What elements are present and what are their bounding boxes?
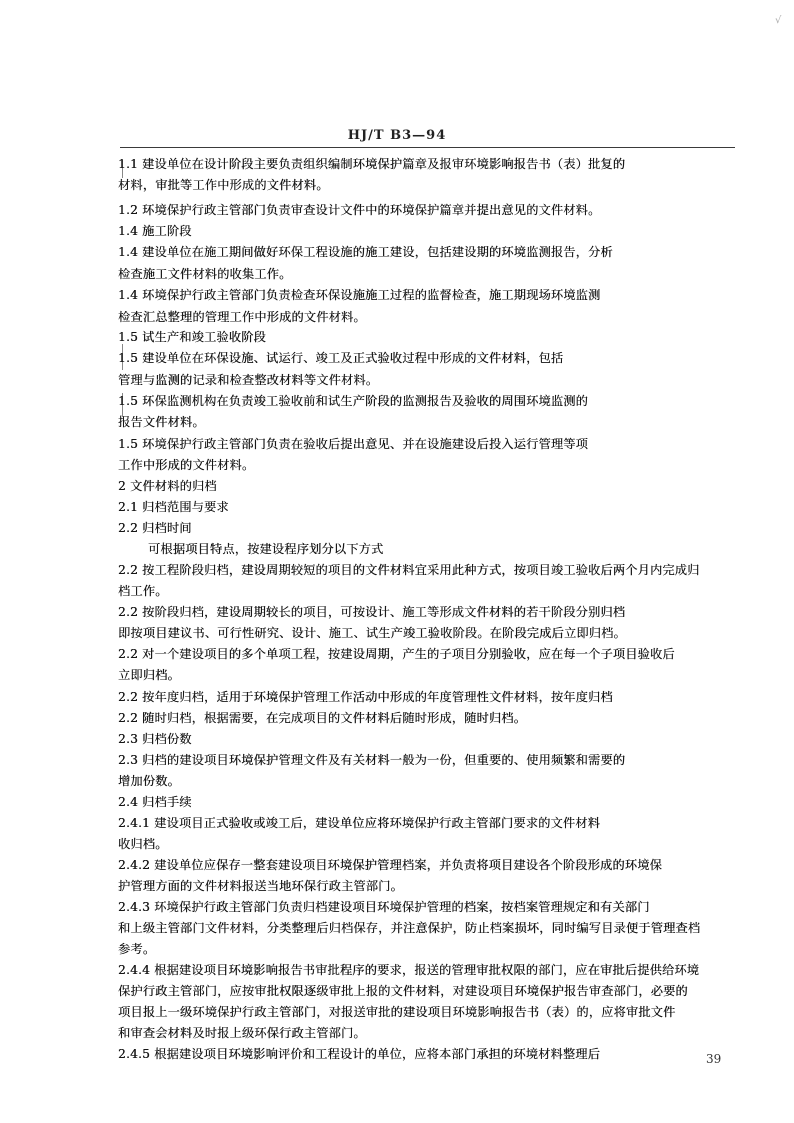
- text-line: 2.3 归档份数: [118, 732, 192, 746]
- text-line: 1.4 施工阶段: [118, 224, 192, 238]
- text-line: 2.2 归档时间: [118, 521, 192, 535]
- text-line: 1.5 建设单位在环保设施、试运行、竣工及正式验收过程中形成的文件材料，包括: [118, 351, 564, 365]
- page-header: HJ/T B3—94: [347, 128, 447, 143]
- text-line: 2.2 随时归档，根据需要，在完成项目的文件材料后随时形成，随时归档。: [118, 711, 527, 725]
- text-line: 护管理方面的文件材料报送当地环保行政主管部门。: [118, 879, 403, 893]
- text-line: 工作中形成的文件材料。: [118, 458, 255, 472]
- text-line: 保护行政主管部门，应按审批权限逐级审批上报的文件材料，对建设项目环境保护报告审查部门，必要的: [118, 984, 688, 998]
- text-line: 2.2 按年度归档，适用于环境保护管理工作活动中形成的年度管理性文件材料，按年度归档: [118, 690, 613, 704]
- page-number: 39: [706, 1052, 722, 1066]
- text-line: 立即归档。: [118, 668, 180, 682]
- text-line: 1.2 环境保护行政主管部门负责审查设计文件中的环境保护篇章并提出意见的文件材料。: [118, 203, 601, 217]
- text-line: 管理与监测的记录和检查整改材料等文件材料。: [118, 373, 379, 387]
- text-line: 参考。: [118, 942, 156, 956]
- text-line: 2.2 按阶段归档，建设周期较长的项目，可按设计、施工等形成文件材料的若干阶段分别归档: [118, 605, 626, 619]
- text-line: 1.5 环保监测机构在负责竣工验收前和试生产阶段的监测报告及验收的周围环境监测的: [118, 394, 589, 408]
- text-line: 2.4.3 环境保护行政主管部门负责归档建设项目环境保护管理的档案，按档案管理规定和有关部门: [118, 900, 650, 914]
- text-line: 2.1 归档范围与要求: [118, 500, 229, 514]
- text-line: 即按项目建议书、可行性研究、设计、施工、试生产竣工验收阶段。在阶段完成后立即归档。: [118, 626, 626, 640]
- text-line: 1.5 试生产和竣工验收阶段: [118, 330, 266, 344]
- text-line: 和上级主管部门文件材料，分类整理后归档保存，并注意保护，防止档案损坏，同时编写目录便于管理查档: [118, 921, 701, 935]
- text-line: 2.4.2 建设单位应保存一整套建设项目环境保护管理档案，并负责将项目建设各个阶段形成的环境保: [118, 858, 662, 872]
- text-line: 2.2 对一个建设项目的多个单项工程，按建设周期，产生的子项目分别验收，应在每一个子项目验收后: [118, 647, 675, 661]
- text-line: 可根据项目特点，按建设程序划分以下方式: [148, 542, 384, 556]
- text-line: 检查施工文件材料的收集工作。: [118, 267, 292, 281]
- text-line: 项目报上一级环境保护行政主管部门，对报送审批的建设项目环境影响报告书（表）的，应将审批文件: [118, 1005, 676, 1019]
- text-line: 增加份数。: [118, 774, 180, 788]
- text-line: 2.2 按工程阶段归档，建设周期较短的项目的文件材料宜采用此种方式，按项目竣工验收后两个月内完成归: [118, 563, 700, 577]
- text-line: 和审查会材料及时报上级环保行政主管部门。: [118, 1026, 366, 1040]
- text-line: 2.4.1 建设项目正式验收或竣工后，建设单位应将环境保护行政主管部门要求的文件材料: [118, 816, 601, 830]
- text-line: 1.5 环境保护行政主管部门负责在验收后提出意见、并在设施建设后投入运行管理等项: [118, 437, 589, 451]
- text-line: 档工作。: [118, 584, 168, 598]
- text-line: 检查汇总整理的管理工作中形成的文件材料。: [118, 310, 366, 324]
- corner-mark: √: [775, 15, 782, 26]
- text-line: 2.4 归档手续: [118, 795, 192, 809]
- text-line: 2 文件材料的归档: [118, 479, 217, 493]
- text-line: 2.3 归档的建设项目环境保护管理文件及有关材料一般为一份，但重要的、使用频繁和需要的: [118, 753, 626, 767]
- text-line: 1.4 环境保护行政主管部门负责检查环保设施施工过程的监督检查，施工期现场环境监测: [118, 288, 601, 302]
- text-line: 材料，审批等工作中形成的文件材料。: [118, 178, 329, 192]
- text-line: 收归档。: [118, 837, 168, 851]
- text-line: 报告文件材料。: [118, 415, 205, 429]
- text-line: 2.4.5 根据建设项目环境影响评价和工程设计的单位，应将本部门承担的环境材料整理后: [118, 1047, 601, 1061]
- text-line: 2.4.4 根据建设项目环境影响报告书审批程序的要求，报送的管理审批权限的部门，应在审批后提供给环境: [118, 963, 700, 977]
- header-rule: [120, 147, 735, 148]
- text-line: 1.4 建设单位在施工期间做好环保工程设施的施工建设，包括建设期的环境监测报告，分析: [118, 245, 613, 259]
- text-line: 1.1 建设单位在设计阶段主要负责组织编制环境保护篇章及报审环境影响报告书（表）批复的: [118, 157, 626, 171]
